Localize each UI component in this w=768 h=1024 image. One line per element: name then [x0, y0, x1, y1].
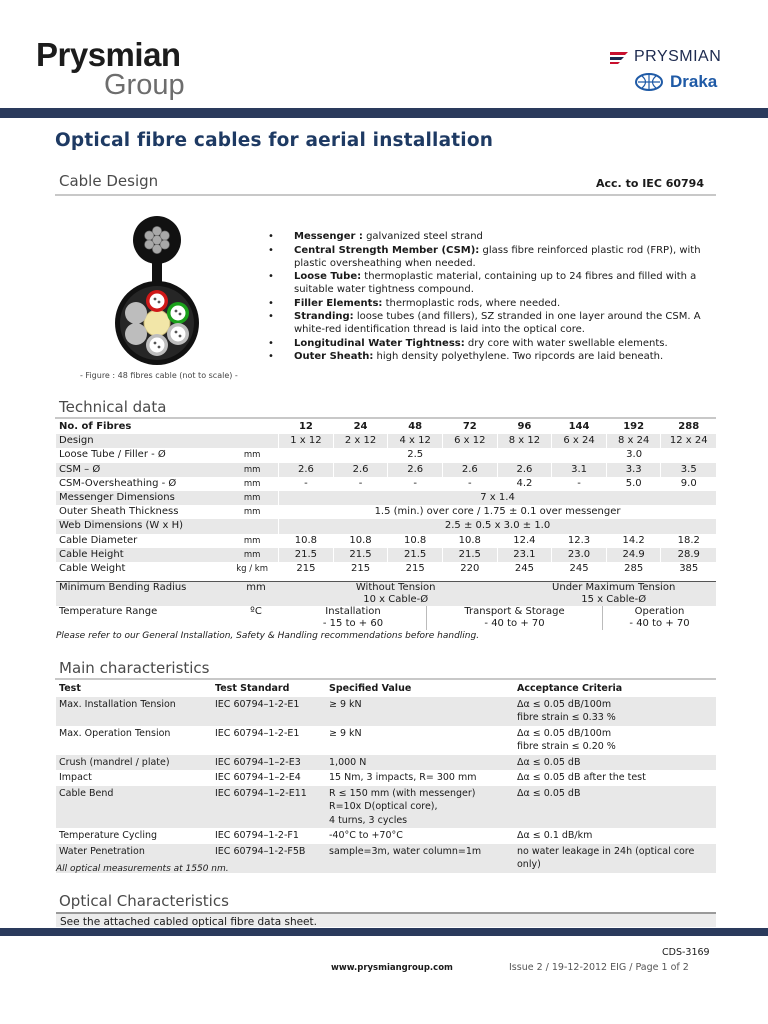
- table-cell: Max. Operation Tension: [59, 727, 171, 739]
- table-cell: 2 x 12: [333, 434, 388, 448]
- handling-note: Please refer to our General Installation, Safety & Handling recommendations before handling.: [56, 631, 480, 641]
- bullet-messenger: • Messenger : galvanized steel strand: [268, 230, 718, 243]
- header-band: [0, 108, 768, 118]
- table-header-cell: Test: [59, 683, 81, 694]
- table-cell: 6 x 12: [442, 434, 497, 448]
- prysmian-group-logo-line1: Prysmian: [36, 36, 181, 73]
- table-cell: 8 x 24: [606, 434, 661, 448]
- table-cell: 2.6: [279, 463, 334, 477]
- footer-band: [0, 928, 768, 936]
- table-cell: -: [279, 477, 334, 491]
- table-cell: mm: [226, 463, 278, 477]
- table-cell: 5.0: [606, 477, 661, 491]
- table-cell: 24: [333, 420, 388, 434]
- table-cell: mm: [243, 535, 261, 546]
- table-cell: 3.0: [552, 448, 716, 462]
- table-header-cell: Acceptance Criteria: [517, 683, 623, 694]
- table-row: [56, 491, 716, 505]
- temp-transport-title: Transport & Storage: [464, 606, 565, 617]
- section-divider: [55, 678, 716, 680]
- section-heading-main-characteristics: Main characteristics: [59, 659, 210, 677]
- table-row: [56, 606, 716, 630]
- draka-brand-logo: [634, 72, 717, 92]
- table-cell: 285: [606, 562, 661, 576]
- table-cell: 8 x 12: [497, 434, 552, 448]
- bullet-loose-tube: • Loose Tube: thermoplastic material, containing up to 24 fibres and filled with a suitable water tightness compound.: [268, 270, 718, 296]
- section-heading-cable-design: Cable Design: [59, 172, 159, 190]
- table-cell: Δα ≤ 0.05 dB: [514, 755, 716, 771]
- table-cell: Δα ≤ 0.05 dB/100m fibre strain ≤ 0.20 %: [517, 727, 616, 752]
- table-cell: 23.1: [497, 548, 552, 562]
- figure-caption: - Figure : 48 fibres cable (not to scale) -: [80, 371, 238, 380]
- table-cell: Minimum Bending Radius: [56, 582, 232, 607]
- bullet-water-tightness: • Longitudinal Water Tightness: dry core with water swellable elements.: [268, 337, 718, 350]
- bullet-filler: • Filler Elements: thermoplastic rods, where needed.: [268, 297, 718, 310]
- table-cell: 1 x 12: [279, 434, 334, 448]
- table-cell: -: [552, 477, 607, 491]
- table-cell: 23.0: [552, 548, 607, 562]
- table-cell: 1,000 N: [326, 755, 514, 771]
- table-cell: 192: [606, 420, 661, 434]
- table-cell: [427, 606, 603, 630]
- table-cell: 14.2: [606, 534, 661, 548]
- bending-without-value: 10 x Cable-Ø: [363, 594, 429, 605]
- table-cell: Loose Tube / Filler - Ø: [59, 449, 166, 461]
- table-cell: 4.2: [497, 477, 552, 491]
- table-cell: 10.8: [388, 534, 443, 548]
- table-cell: 7 x 1.4: [279, 491, 716, 505]
- table-cell: 21.5: [279, 548, 334, 562]
- table-cell: IEC 60794–1-2-E1: [212, 697, 326, 726]
- table-cell: Δα ≤ 0.1 dB/km: [517, 830, 593, 841]
- table-cell: IEC 60794–1-2-F5B: [212, 844, 326, 873]
- table-row: [56, 505, 716, 519]
- cable-cross-section-diagram: [110, 210, 210, 370]
- table-row: [56, 519, 716, 533]
- table-cell: 4 x 12: [388, 434, 443, 448]
- table-cell: mm: [226, 548, 278, 562]
- table-row: [56, 534, 716, 548]
- table-cell: 3.3: [606, 463, 661, 477]
- section-heading-optical-characteristics: Optical Characteristics: [59, 892, 229, 910]
- table-cell: Messenger Dimensions: [56, 491, 226, 505]
- table-cell: Impact: [59, 772, 92, 783]
- table-cell: 21.5: [388, 548, 443, 562]
- table-cell: 12.4: [497, 534, 552, 548]
- table-cell: 72: [442, 420, 497, 434]
- optical-measurement-note: All optical measurements at 1550 nm.: [56, 864, 229, 874]
- table-cell: 245: [497, 562, 552, 576]
- table-header-cell: Test Standard: [215, 683, 290, 694]
- issue-info: Issue 2 / 19-12-2012 EIG / Page 1 of 2: [509, 962, 689, 973]
- temp-operation-title: Operation: [634, 606, 685, 617]
- table-cell: 9.0: [661, 477, 716, 491]
- table-cell: 215: [279, 562, 334, 576]
- prysmian-brand-logo: [608, 48, 721, 66]
- table-cell: Δα ≤ 0.05 dB: [514, 786, 716, 829]
- table-cell: Design: [56, 434, 226, 448]
- table-cell: 10.8: [333, 534, 388, 548]
- table-cell: sample=3m, water column=1m: [326, 844, 514, 873]
- section-divider: [55, 417, 716, 419]
- table-cell: -: [388, 477, 443, 491]
- draka-brand-text: Draka: [670, 72, 718, 91]
- bullet-outer-sheath: • Outer Sheath: high density polyethylene. Two ripcords are laid beneath.: [268, 350, 718, 363]
- table-cell: [280, 582, 511, 607]
- table-cell: 215: [388, 562, 443, 576]
- table-header-cell: Specified Value: [329, 683, 412, 694]
- temp-install-value: - 15 to + 60: [322, 618, 384, 629]
- bending-without-title: Without Tension: [355, 582, 436, 593]
- prysmian-group-logo-line2: Group: [104, 69, 185, 101]
- table-cell: IEC 60794–1–2-E11: [212, 786, 326, 829]
- table-cell: 215: [333, 562, 388, 576]
- table-cell: 288: [661, 420, 716, 434]
- table-header-row: [56, 681, 716, 697]
- technical-data-table: [56, 420, 716, 576]
- table-cell: 21.5: [333, 548, 388, 562]
- table-cell: -40°C to +70°C: [329, 830, 403, 841]
- cable-design-bullet-list: [268, 230, 718, 364]
- table-cell: 385: [661, 562, 716, 576]
- table-cell: 3.5: [661, 463, 716, 477]
- table-cell: Water Penetration: [56, 844, 212, 873]
- table-cell: mm: [243, 507, 261, 518]
- table-cell: Cable Diameter: [59, 534, 138, 546]
- table-cell: 2.5: [279, 448, 552, 462]
- table-row: [56, 477, 716, 491]
- table-cell: [226, 434, 278, 448]
- table-cell: IEC 60794–1-2-E1: [215, 727, 300, 739]
- table-cell: Temperature Range: [59, 606, 158, 617]
- table-cell: 21.5: [442, 548, 497, 562]
- table-cell: mm: [226, 491, 278, 505]
- table-row: [56, 463, 716, 477]
- table-cell: mm: [243, 450, 261, 461]
- table-cell: 245: [552, 562, 607, 576]
- table-cell: [280, 606, 427, 630]
- table-cell: 144: [552, 420, 607, 434]
- temp-install-title: Installation: [325, 606, 381, 617]
- temp-transport-value: - 40 to + 70: [484, 618, 545, 629]
- table-row: [56, 420, 716, 434]
- optical-characteristics-text: See the attached cabled optical fibre data sheet.: [56, 912, 716, 927]
- table-cell: 15 Nm, 3 impacts, R= 300 mm: [329, 772, 477, 783]
- table-cell: No. of Fibres: [59, 421, 132, 432]
- table-cell: ºC: [250, 606, 262, 617]
- table-cell: 12: [279, 420, 334, 434]
- table-cell: 2.5 ± 0.5 x 3.0 ± 1.0: [279, 519, 716, 533]
- table-cell: 96: [497, 420, 552, 434]
- table-cell: [226, 519, 278, 533]
- table-cell: 10.8: [442, 534, 497, 548]
- table-row: [56, 755, 716, 771]
- table-cell: Max. Installation Tension: [56, 697, 212, 726]
- table-cell: 48: [388, 420, 443, 434]
- table-cell: 6 x 24: [552, 434, 607, 448]
- bending-temperature-table: [56, 581, 716, 630]
- prysmian-brand-text: PRYSMIAN: [634, 48, 722, 65]
- table-cell: 220: [442, 562, 497, 576]
- table-cell: -: [333, 477, 388, 491]
- table-cell: 24.9: [606, 548, 661, 562]
- table-row: [56, 786, 716, 829]
- globe-icon: [634, 72, 664, 92]
- table-cell: IEC 60794–1–2-E4: [215, 772, 301, 783]
- table-cell: ≥ 9 kN: [329, 727, 362, 739]
- table-cell: Temperature Cycling: [59, 830, 158, 841]
- table-cell: mm: [232, 582, 280, 607]
- table-cell: 2.6: [442, 463, 497, 477]
- table-cell: 1.5 (min.) over core / 1.75 ± 0.1 over messenger: [279, 505, 716, 519]
- table-cell: IEC 60794–1–2-E3: [212, 755, 326, 771]
- table-row: [56, 448, 716, 462]
- table-cell: 2.6: [497, 463, 552, 477]
- table-cell: R ≤ 150 mm (with messenger) R=10x D(optical core), 4 turns, 3 cycles: [326, 786, 514, 829]
- table-cell: 10.8: [279, 534, 334, 548]
- table-cell: 2.6: [333, 463, 388, 477]
- website-link[interactable]: www.prysmiangroup.com: [331, 963, 453, 973]
- table-cell: [226, 420, 278, 434]
- table-cell: [603, 606, 716, 630]
- table-cell: Web Dimensions (W x H): [56, 519, 226, 533]
- document-id: CDS-3169: [662, 947, 710, 958]
- table-row: [56, 434, 716, 448]
- table-cell: 3.1: [552, 463, 607, 477]
- table-cell: IEC 60794–1-2-F1: [215, 830, 299, 841]
- table-cell: mm: [243, 478, 261, 489]
- table-cell: 18.2: [661, 534, 716, 548]
- table-row: [56, 726, 716, 755]
- table-row: [56, 582, 716, 607]
- section-heading-technical-data: Technical data: [59, 398, 167, 416]
- table-row: [56, 697, 716, 726]
- bullet-stranding: • Stranding: loose tubes (and fillers), SZ stranded in one layer around the CSM. A white-red identification thread is laid into the optical core.: [268, 310, 718, 336]
- table-cell: no water leakage in 24h (optical core only): [514, 844, 716, 873]
- table-cell: 12.3: [552, 534, 607, 548]
- table-cell: Cable Bend: [56, 786, 212, 829]
- table-row: [56, 548, 716, 562]
- prysmian-mark-icon: [608, 49, 630, 65]
- table-row: [56, 828, 716, 844]
- table-cell: CSM – Ø: [56, 463, 226, 477]
- table-cell: Crush (mandrel / plate): [56, 755, 212, 771]
- table-cell: Δα ≤ 0.05 dB after the test: [517, 772, 646, 783]
- table-cell: Cable Weight: [59, 563, 126, 575]
- page-title: Optical fibre cables for aerial installation: [55, 130, 494, 151]
- table-row: [56, 770, 716, 786]
- table-cell: Δα ≤ 0.05 dB/100m fibre strain ≤ 0.33 %: [514, 697, 716, 726]
- table-cell: 2.6: [388, 463, 443, 477]
- bullet-csm: • Central Strength Member (CSM): glass fibre reinforced plastic rod (FRP), with plastic oversheathing when needed.: [268, 244, 718, 270]
- table-cell: Cable Height: [56, 548, 226, 562]
- temp-operation-value: - 40 to + 70: [629, 618, 690, 629]
- table-cell: [511, 582, 716, 607]
- table-cell: CSM-Oversheathing - Ø: [59, 477, 177, 489]
- table-cell: 28.9: [661, 548, 716, 562]
- standard-reference: Acc. to IEC 60794: [596, 177, 704, 190]
- section-divider: [55, 194, 716, 196]
- main-characteristics-table: [56, 681, 716, 873]
- table-cell: kg / km: [236, 564, 269, 575]
- table-cell: -: [442, 477, 497, 491]
- bending-under-title: Under Maximum Tension: [552, 582, 676, 593]
- table-cell: Outer Sheath Thickness: [59, 506, 179, 518]
- table-row: [56, 562, 716, 576]
- table-cell: ≥ 9 kN: [326, 697, 514, 726]
- bending-under-value: 15 x Cable-Ø: [581, 594, 647, 605]
- table-cell: 12 x 24: [661, 434, 716, 448]
